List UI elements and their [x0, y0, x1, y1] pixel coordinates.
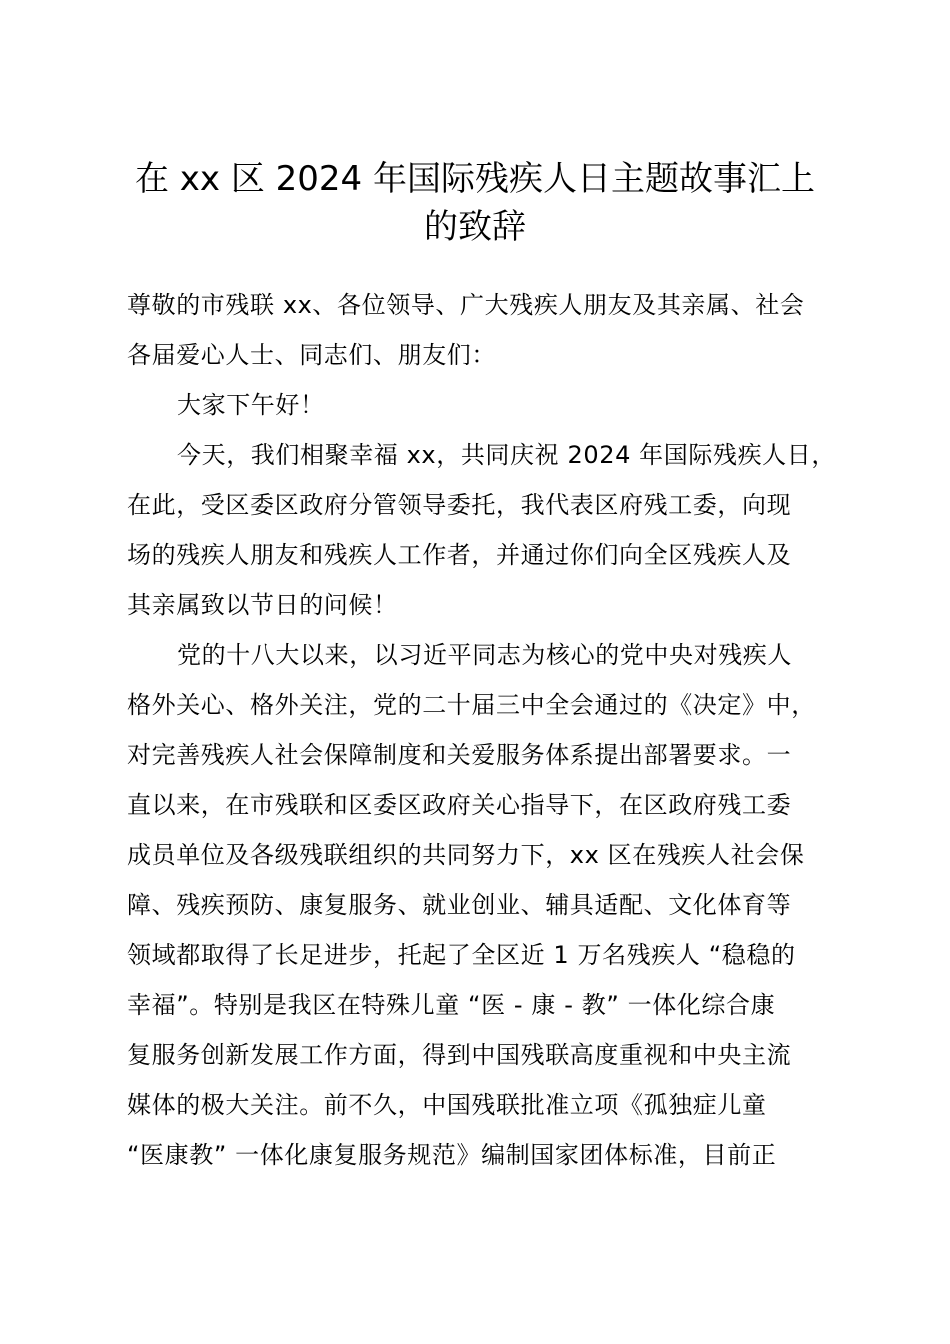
document-title — [100, 155, 850, 251]
paragraph-line: 大家下午好！ — [177, 391, 325, 419]
paragraph-line: 领域都取得了长足进步，托起了全区近 1 万名残疾人 “稳稳的 — [127, 941, 796, 969]
paragraph-line: 幸福”。特别是我区在特殊儿童 “医 - 康 - 教” 一体化综合康 — [127, 991, 776, 1019]
title-line: 在 xx 区 2024 年国际残疾人日主题故事汇上 — [135, 159, 815, 199]
paragraph-line: 场的残疾人朋友和残疾人工作者，并通过你们向全区残疾人及 — [127, 541, 792, 569]
title-line: 的致辞 — [424, 207, 526, 247]
paragraph-line: 复服务创新发展工作方面，得到中国残联高度重视和中央主流 — [127, 1041, 792, 1069]
paragraph-line: 各届爱心人士、同志们、朋友们： — [127, 341, 496, 369]
document-body — [127, 280, 863, 1180]
paragraph-line: 其亲属致以节日的问候！ — [127, 591, 398, 619]
paragraph-line: 党的十八大以来，以习近平同志为核心的党中央对残疾人 — [177, 641, 792, 669]
paragraph-line: 媒体的极大关注。前不久，中国残联批准立项《孤独症儿童 — [127, 1091, 767, 1119]
paragraph-line: 直以来，在市残联和区委区政府关心指导下，在区政府残工委 — [127, 791, 792, 819]
paragraph-line: 在此，受区委区政府分管领导委托，我代表区府残工委，向现 — [127, 491, 792, 519]
paragraph-line: 尊敬的市残联 xx、各位领导、广大残疾人朋友及其亲属、社会 — [127, 291, 805, 319]
paragraph-line: 成员单位及各级残联组织的共同努力下，xx 区在残疾人社会保 — [127, 841, 805, 869]
paragraph-line: 今天，我们相聚幸福 xx，共同庆祝 2024 年国际残疾人日， — [177, 441, 836, 469]
paragraph-line: “医康教” 一体化康复服务规范》编制国家团体标准，目前正 — [127, 1141, 777, 1169]
paragraph-line: 格外关心、格外关注，党的二十届三中全会通过的《决定》中， — [127, 691, 816, 719]
paragraph-line: 障、残疾预防、康复服务、就业创业、辅具适配、文化体育等 — [127, 891, 792, 919]
paragraph-line: 对完善残疾人社会保障制度和关爱服务体系提出部署要求。一 — [127, 741, 792, 769]
